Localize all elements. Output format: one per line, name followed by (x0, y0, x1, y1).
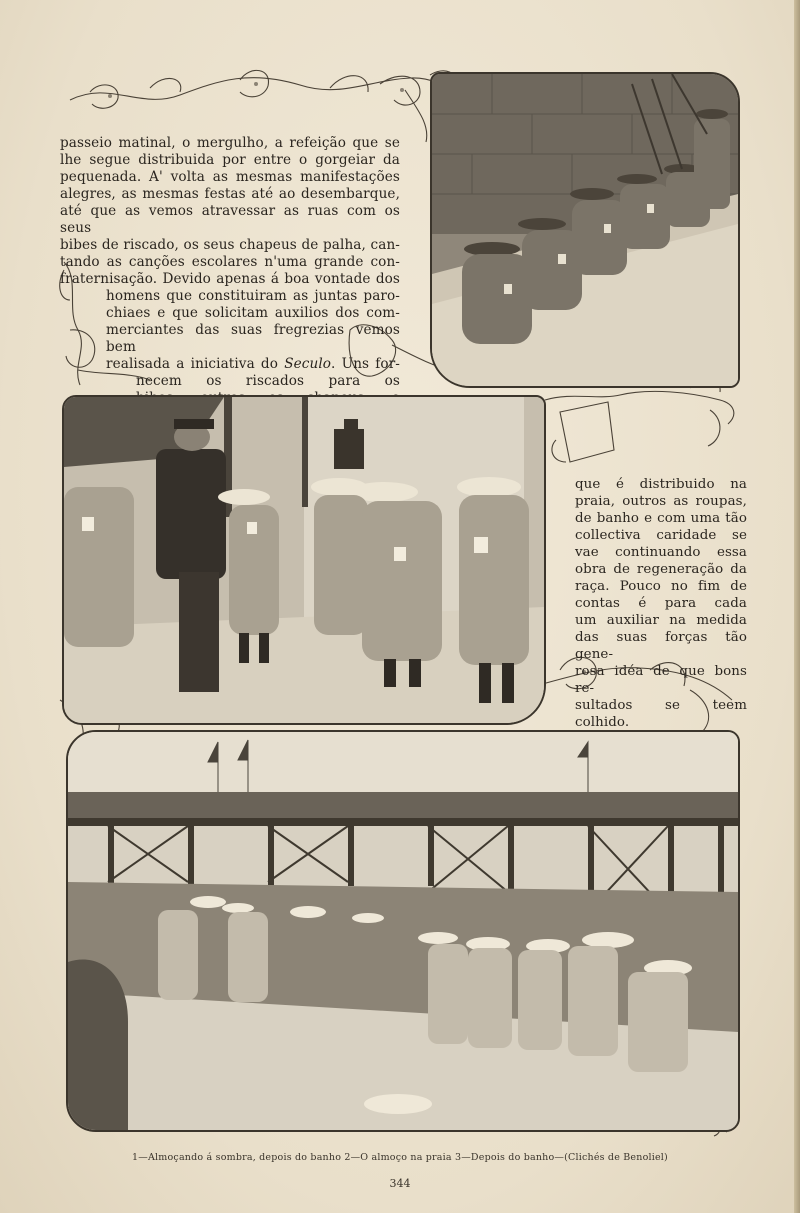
text-line-seculo (106, 356, 400, 373)
text-line: de banho e com uma tão (575, 511, 747, 526)
text-line: bibes de riscado, os seus chapeus de palha, can- (60, 237, 400, 253)
text-line: um auxiliar na medida (575, 613, 747, 628)
article-text-top (60, 135, 400, 424)
text-line: chiaes e que solicitam auxilios dos com- (106, 305, 400, 321)
photo-illustration (68, 732, 738, 1130)
text-line: praia, outros as roupas, (575, 494, 747, 509)
photo-caption: 1—Almoçando á sombra, depois do banho 2—O almoço na praia 3—Depois do banho—(Clichés de Benoliel) (132, 1152, 668, 1163)
text-line: lhe segue distribuida por entre o gorgeiar da (60, 152, 400, 168)
text-line: das suas forças tão gene- (575, 630, 747, 662)
text-line: necem os riscados para os (136, 373, 400, 389)
text-line: alegres, as mesmas festas até ao desembarque, (60, 186, 400, 202)
text-line: contas é para cada (575, 596, 747, 611)
text-line: até que as vemos atravessar as ruas com os seus (60, 203, 400, 236)
photo-crowd-on-pier-and-beach (66, 730, 740, 1132)
text-line: tando as canções escolares n'uma grande con- (60, 254, 400, 270)
text-line: merciantes das suas fregrezias vemos bem (106, 322, 400, 355)
text-line: sultados se teem colhido. (575, 698, 747, 730)
text-line: passeio matinal, o mergulho, a refeição que se (60, 135, 400, 151)
photo-children-at-beach-tent (62, 395, 546, 725)
text-line: obra de regeneração da (575, 562, 747, 577)
page-number: 344 (389, 1177, 411, 1190)
text-fragment: realisada a iniciativa do (106, 356, 285, 372)
text-line: collectiva caridade se (575, 528, 747, 543)
newspaper-name: Seculo (284, 356, 332, 372)
text-line: vae continuando essa (575, 545, 747, 560)
text-line: raça. Pouco no fim de (575, 579, 747, 594)
photo-children-eating-in-shade (430, 72, 740, 388)
photo-illustration (432, 74, 738, 386)
text-line: rosa idéa de que bons re- (575, 664, 747, 696)
text-line: que é distribuido na (575, 477, 747, 492)
text-fragment: . Uns for- (331, 356, 400, 372)
text-line: pequenada. A' volta as mesmas manifestações (60, 169, 400, 185)
text-line: fraternisação. Devido apenas á boa vontade dos (60, 271, 400, 287)
article-text-right (575, 476, 747, 731)
text-line: homens que constituiram as juntas paro- (106, 288, 400, 304)
photo-illustration (64, 397, 544, 723)
